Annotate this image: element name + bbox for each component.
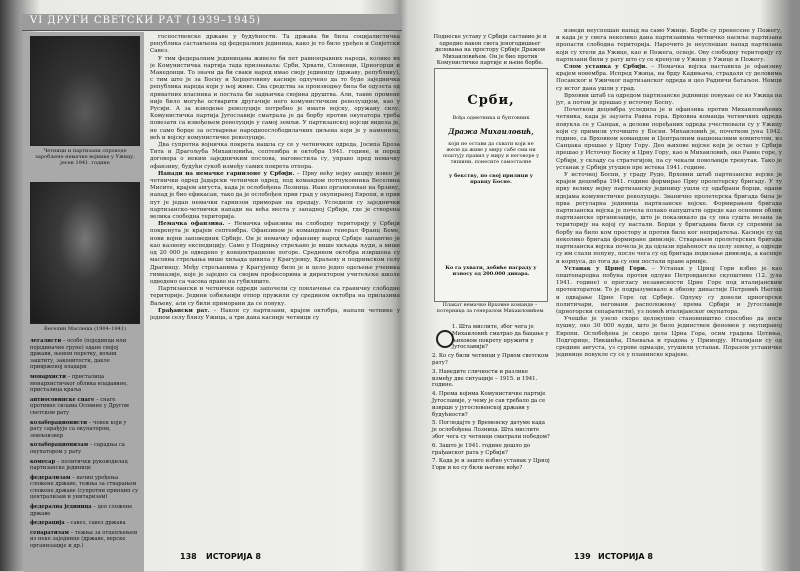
glossary-entry: колаборационисти – човек који у рату сарађује са окупатором, земљоизвер: [30, 419, 127, 439]
glossary: [30, 338, 140, 553]
review-questions: [432, 324, 550, 544]
photo1-caption: Четници и партизани спроводе заробљене немачке војнике у Ужицу, јесен 1941. године: [35, 148, 135, 166]
poster-name: Дража Михаиловић,: [448, 127, 534, 136]
glossary-entry: федерација – савез, савез држава: [30, 520, 126, 527]
question-item: 3. Наведите сличности и разлике између две ситуације – 1915. и 1941. године.: [432, 368, 538, 389]
glossary-entry: колаборационизам – сарадња са окупатором у рату: [30, 442, 125, 455]
question-item: 7. Када је и зашто избио устанак у Црној Гори и ко су били његове вође?: [432, 458, 550, 472]
poster-line-3: у бекству, по свој прилици у правцу Босне.: [449, 173, 533, 185]
poster-line-4: Ко га ухвати, добиће награду у износу од 200.000 динара.: [445, 265, 537, 277]
glossary-entry: сепаратизам – тежња за отцепљењем из неке заједнице (државе, верске организације и др.): [30, 529, 138, 550]
left-page-number: 138: [180, 552, 197, 561]
question-item: 2. Ко су били четници у Првом светском рату?: [432, 353, 549, 366]
right-top-caption: Поднеске уставу у Србији саставио је и одредио након свега јеногодишњег деловања на простору Србије Дражом Михаиловићем. Он је био против Комунистичке партије и њене борбе.: [433, 34, 547, 67]
wanted-poster: [434, 68, 548, 302]
glossary-entry: федерална јединица – део сложене државе: [30, 504, 133, 517]
photo-portrait: [30, 182, 140, 324]
poster-caption: Плакат немачке Врховне команде – потерница за генералом Михаиловићем: [436, 302, 544, 314]
poster-heading: Срби,: [467, 93, 515, 108]
left-body-text: госпоственске државе у будућности. Та држава би била социјалистичка република састављена од федералних јединица, како је то било уређен и Совјетски Савез. У тим федералним јединицама живело би пет равноправних народа, колико их је Комунистичка партија тада признавала: Срби, Хрвати, Словенци, Црногорци и Македонци. То значи да би сваки народ имао своју јединицу (државу, републику), с тим што је за Босну и Херцеговину касније одлучено да то буде заједничка република народа који у њој живе. Сва средства за производњу била би одузета од приватних власника и постала би задњичка својина друштва. Али, такве промене није било могуће остварити другачије него комунистичком револуцијом, као у Русији. А за изводење револуције потребно је имати војску, оружану силу. Комунистичка партија Југославије сматрала је да борбу против окупатора треба повезати са извођењем револуције у самој земљи. У партизанској војсци видела је, не само борце за остварење народноослободилачких циљева који је у наменила, већ и војску комунистичке револуције. Два супротна војничка покрета нашла су се у четничких одреда, Јосипа Броза Тита и Драгољуба Михаиловића, септембра и октобра 1941. године, и поред договора о неким заједничким послова, наговестила су, управо пред немачку офанзиву, будући сукоб између самих покрета отпора. Напади на немачке гарнизоне у Србији. – Прву већу војну акцију извео је четнички одред Јадарски четнички одред, под командом потпуковника Веселина Мисите, крајем августа, када је ослобођена Лозница. Иако организован на брзину, напад је био ефикасан, тако да је ослобођен први град у окупираној Европи, и први пут је један немачки гарнизон приморан на предају. Уследили су заједнички партизанско-четнички напади на већа места у западној Србији, где је створена велика слободна територија. Немачка офанзива. – Немачка офанзива на слободну територију у Србији покренута је крајем септембра. Офанзивом је командовао генерал Франц Беме, нови војни заповедник Србије. Он је немачку офанзиву народ Србије запамтио је као казнену експедицију. Само у Подрињу стрељано је више хиљада људи, а више од 20 000 је одведено у концентрационе логоре. Средином октобра извршена су масовна стрељања више хиљада цивила у Крагујевцу, Краљеву и подрињском селу Драгинцу. Међу стрељанима у Крагујевцу било је и цело једно одељење ученика гимназије, које је заједно са својим професорима и директором учитељске школе одведено са часова право на губилиште. Партизански и четнички одреди започели су повлачење са граничну слободне територије. Једини озбиљнији отпор пружили су средином октобра на прилазима Ваљеву, али су били приморани да се повуку. Грађански рат. – Након су партизани, крајем октобра, напали четнике у једном селу близу Ужица, а три дана касније четници су: [150, 34, 400, 321]
photo2-caption: Веселин Маслеша (1904–1941): [44, 326, 126, 332]
glossary-entry: федерализам – начин уређења сложене државе, тежња за стварањем сложене државе (супротни принцип су централизам и унитаризам): [30, 474, 139, 501]
photo-partisans: [30, 36, 140, 146]
chapter-header: [22, 14, 402, 31]
right-book-title: ИСТОРИЈА 8: [598, 552, 653, 561]
question-item: 4. Према којима Комунистичке партије Југославије, у чему је сав требало да се изврше у југословенској држави у будућности?: [432, 391, 546, 418]
glossary-entry: комесар – политички руководилац партизанске јединице: [30, 458, 128, 472]
glossary-entry: легалисти – особе (појединци или појединачне групе) одане својој држави, њеном поретку, вољни заштиту, законитости, дакле приврженој владари: [30, 338, 127, 371]
chapter-title: VI ДРУГИ СВЕТСКИ РАТ (1939–1945): [30, 15, 262, 26]
left-sidebar: [24, 32, 144, 572]
poster-line-1: Вођа одметника и бунтовник: [452, 115, 530, 121]
glossary-entry: антиосовинске снаге – снаге противне силама Осовине у Другом светском рату: [30, 396, 129, 416]
right-page-number: 139: [574, 552, 591, 561]
left-book-title: ИСТОРИЈА 8: [206, 552, 261, 561]
question-item: 1. Шта мислите, због чега је Михаиловић сматрао да бацање у њиховом покрету пружити у Југославији?: [452, 324, 549, 351]
question-item: 6. Зашто је 1941. године дошло до грађанског рата у Србији?: [432, 442, 531, 456]
glossary-entry: монархисти – присталица монархистичког облика владавине, присталица краља: [30, 373, 128, 394]
question-item: 5. Погледајте у Временску датуме када је ослобођена Лозница. Шта мислите због чега су четници сматрали победом?: [432, 420, 550, 440]
poster-line-2: који не остави да схвати који не желе да живе у миру сабе сми ни поштују правил у миру и неговоре у тишини, понесите самосталне: [442, 141, 540, 165]
right-body-text: изведи неуспешан напад на само Ужице. Борбе су пренесене у Пожегу, и када је у свега неколико дана партизанима четничко насиље партизана пропасти слободна територија. Нарочито је неуспешан напад партизана који су хтели да Ужице, као и Пожега, освоје. Ову слободну територију су партизани били у рату што су се кренули у Ужице у Ужице и Пожегу. Слом устанка у Србији. – Немачка војска наставила је офанзиву крајем новембра. Испред Ужица, на брду Кадињача, страдали су деловима Посавског и Ужичког партизанског одреда и цео Радничи батаљон. Немци су истог дана ушли у град. Врховни штаб са одредом партизанске јединице повукао се из Ужица на југ, а потом је прешао у источну Босну. Почетком децембра уследила је и офанзива против Михаиловићевих четника, када је заузета Равна гора. Врховна команда четничких одреда повукла се у Санџак, а делови поређаних одреда учествовали су у Ужицу који су примили уточиште у Босни. Михаиловић је, почетком јуна 1942. године, са Врховном командом и Централним националним комитетом, из Санџака прешао у Црну Гору. Део њихове војске који је остао у Србији прешао у Источну Босну и Црну Гору, као и Михаиловић, око Равне горе, у Србији, у складу са стратегијом, па су чекали повољнији тренутак. Тако је устанак у Србији угушен пре истека 1941. године. У источној Босни, у граду Рудо, Врховни штаб партизанске војске је крајем децембра 1941. године формирао Прву пролетерску бригаду. У ту прву велику војну партизанску јединицу ушли су одабрани борци, одани идејама комунистичке револуције. Званично пролетерска бригада била је прва регуларна јединица партизанске војске. Формирањем бригада партизанска војска је почела полако напуштати одреде као основни облик партизанске организације, што је показивало да су она сушта везана за територију на којој су настали. Борци у бригадама били су спремни за борбу на било ком простору и против било ког непријатеља. Касније су од неколико бригада формиране дивизије. Стварањем пролетерских бригада партизанска војска почела је да одлази праћеност на целу земљу, а одреди су им слали попуну, после чега су од бригада подизање дивизија, а касније и корпуса, до тога да су они постали праве армије. Устанак у Црној Гори. – Устанак у Црној Гори избио је као општенародна побуна против одлуке Петровданске скупштине (12. јула 1941. године) о прогласу независности Црне Горе под италијанским протекторатом. То је подразумевало и обнову династије Петровић Његош и одвајање Црне Горе од Србије. Одлуку су донели црногорски политичари, неговани расположењу према Србији и Југославији (црногорски сепаратисти), уз помоћ италијанског окупатора. Учешће је узело скоро целокупно становништво способно да носи пушку, око 30 000 људи, што је било јединствен феномен у окупираној Европи. Ослобођена је скоро цела Црна Гора, осим градова Цетиња, Подгорице, Никшића, Пљеваља и градова у Приморју. Италијани су од средине августа, уз сурове одмазде, угушили устанак. Поразом устаничке јединице повукле су се у планинске крајеве.: [556, 28, 782, 359]
